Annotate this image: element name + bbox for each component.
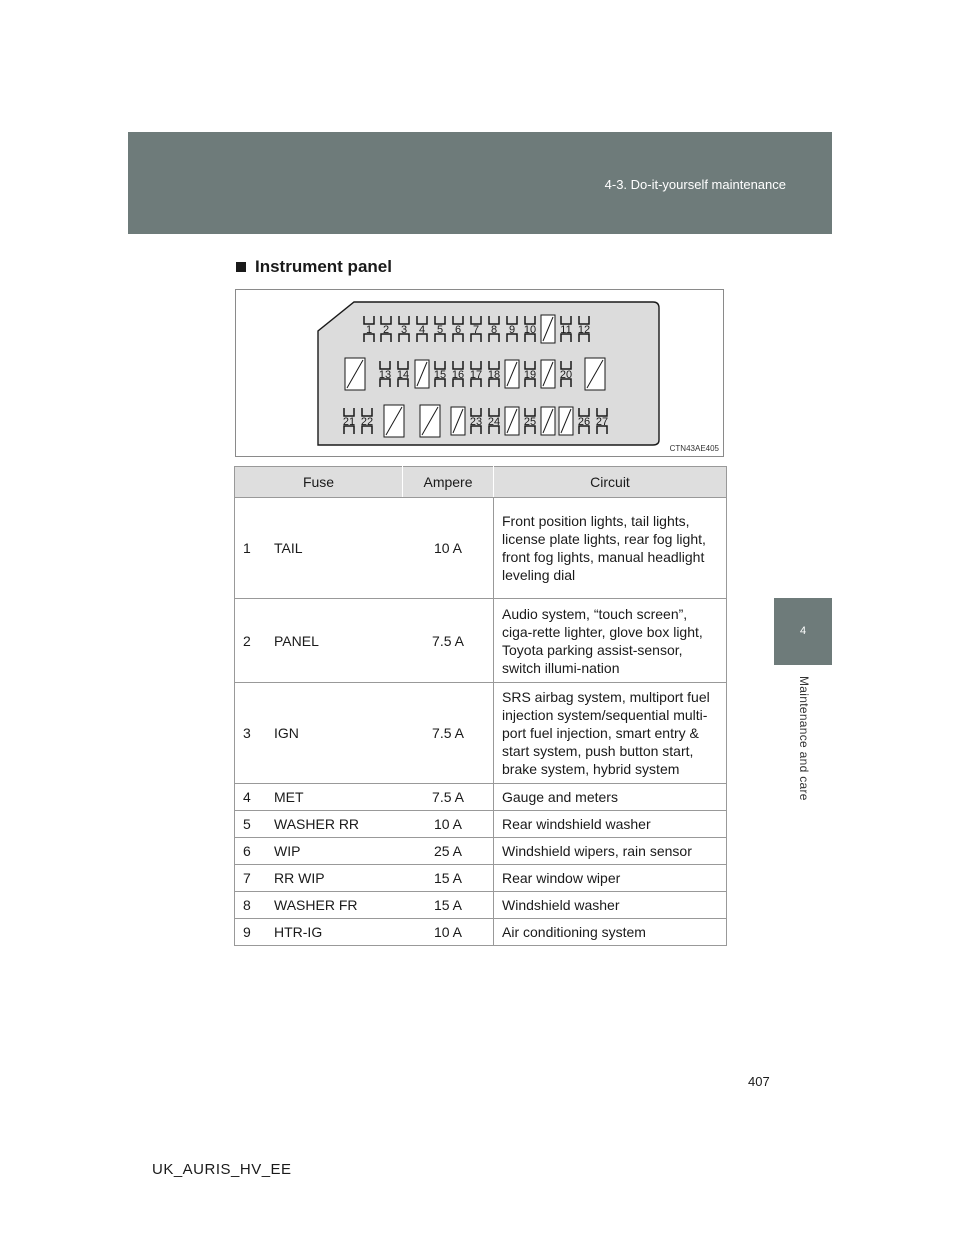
table-row: [235, 865, 727, 892]
section-breadcrumb: 4-3. Do-it-yourself maintenance: [604, 177, 786, 192]
header-ampere: Ampere: [403, 467, 494, 498]
table-row: [235, 683, 727, 784]
fuse-circuit: Audio system, “touch screen”, ciga-rette lighter, glove box light, Toyota parking assist-sensor, switch illumi-nation: [494, 599, 727, 683]
table-row: [235, 919, 727, 946]
fuse-circuit: Front position lights, tail lights, license plate lights, rear fog light, front fog lights, manual headlight leveling dial: [494, 498, 727, 599]
section-title: [236, 257, 392, 277]
fuse-label: 2: [382, 324, 390, 336]
fuse-label: 10: [523, 324, 537, 336]
fuse-label: 23: [469, 416, 483, 428]
fuse-circuit: Air conditioning system: [494, 919, 727, 946]
document-code: UK_AURIS_HV_EE: [152, 1161, 292, 1178]
fuse-label: 19: [523, 369, 537, 381]
fuse-label: 11: [560, 324, 572, 336]
fuse-name: IGN: [268, 683, 403, 784]
fuse-name: WASHER RR: [268, 811, 403, 838]
fuse-name: HTR-IG: [268, 919, 403, 946]
fuse-circuit: Rear windshield washer: [494, 811, 727, 838]
fuse-circuit: Rear window wiper: [494, 865, 727, 892]
fuse-name: TAIL: [268, 498, 403, 599]
fuse-label: 14: [396, 369, 410, 381]
fuse-label: 8: [490, 324, 498, 336]
fuse-label: 20: [559, 369, 573, 381]
table-row: [235, 892, 727, 919]
fuse-label: 15: [433, 369, 447, 381]
fuse-name: MET: [268, 784, 403, 811]
table-row: [235, 784, 727, 811]
table-row: [235, 811, 727, 838]
fuse-label: 12: [577, 324, 591, 336]
fuse-label: 7: [472, 324, 480, 336]
fuse-number: 2: [235, 599, 268, 683]
fuse-ampere: 7.5 A: [403, 599, 494, 683]
fuse-number: 8: [235, 892, 268, 919]
fuse-number: 1: [235, 498, 268, 599]
fuse-label: 18: [487, 369, 501, 381]
fuse-circuit: Windshield washer: [494, 892, 727, 919]
diagram-code: CTN43AE405: [669, 444, 719, 453]
fuse-ampere: 10 A: [403, 498, 494, 599]
fuse-box-drawing: [236, 290, 723, 456]
chapter-tab: 4: [774, 598, 832, 665]
fuse-circuit: Gauge and meters: [494, 784, 727, 811]
fuse-number: 9: [235, 919, 268, 946]
fuse-ampere: 25 A: [403, 838, 494, 865]
page-number: 407: [748, 1074, 770, 1089]
fuse-label: 27: [595, 416, 609, 428]
fuse-ampere: 10 A: [403, 919, 494, 946]
fuse-circuit: Windshield wipers, rain sensor: [494, 838, 727, 865]
fuse-label: 16: [451, 369, 465, 381]
fuse-name: RR WIP: [268, 865, 403, 892]
header-circuit: Circuit: [494, 467, 727, 498]
fuse-label: 6: [454, 324, 462, 336]
table-row: [235, 498, 727, 599]
square-bullet-icon: [236, 262, 246, 272]
chapter-label: Maintenance and care: [797, 676, 811, 801]
fuse-label: 9: [508, 324, 516, 336]
fuse-label: 5: [436, 324, 444, 336]
fuse-ampere: 7.5 A: [403, 784, 494, 811]
fuse-ampere: 7.5 A: [403, 683, 494, 784]
table-header-row: [235, 467, 727, 498]
fuse-box-diagram: [235, 289, 724, 457]
table-row: [235, 838, 727, 865]
fuse-label: 13: [378, 369, 392, 381]
fuse-label: 1: [365, 324, 373, 336]
fuse-circuit: SRS airbag system, multiport fuel injection system/sequential multi-port fuel injection, smart entry & start system, push button start, brake system, hybrid system: [494, 683, 727, 784]
fuse-ampere: 15 A: [403, 892, 494, 919]
fuse-number: 3: [235, 683, 268, 784]
fuse-label: 22: [360, 416, 374, 428]
fuse-number: 6: [235, 838, 268, 865]
fuse-label: 24: [487, 416, 501, 428]
fuse-ampere: 15 A: [403, 865, 494, 892]
fuse-number: 7: [235, 865, 268, 892]
fuse-label: 3: [400, 324, 408, 336]
fuse-ampere: 10 A: [403, 811, 494, 838]
fuse-label: 4: [418, 324, 426, 336]
fuse-label: 21: [342, 416, 356, 428]
fuse-name: WASHER FR: [268, 892, 403, 919]
fuse-table: [234, 466, 727, 946]
fuse-name: PANEL: [268, 599, 403, 683]
fuse-label: 17: [469, 369, 483, 381]
header-fuse: Fuse: [235, 467, 403, 498]
fuse-label: 25: [523, 416, 537, 428]
section-title-text: Instrument panel: [255, 257, 392, 276]
table-row: [235, 599, 727, 683]
fuse-label: 26: [577, 416, 591, 428]
fuse-name: WIP: [268, 838, 403, 865]
fuse-number: 5: [235, 811, 268, 838]
header-band: [128, 132, 832, 234]
fuse-number: 4: [235, 784, 268, 811]
